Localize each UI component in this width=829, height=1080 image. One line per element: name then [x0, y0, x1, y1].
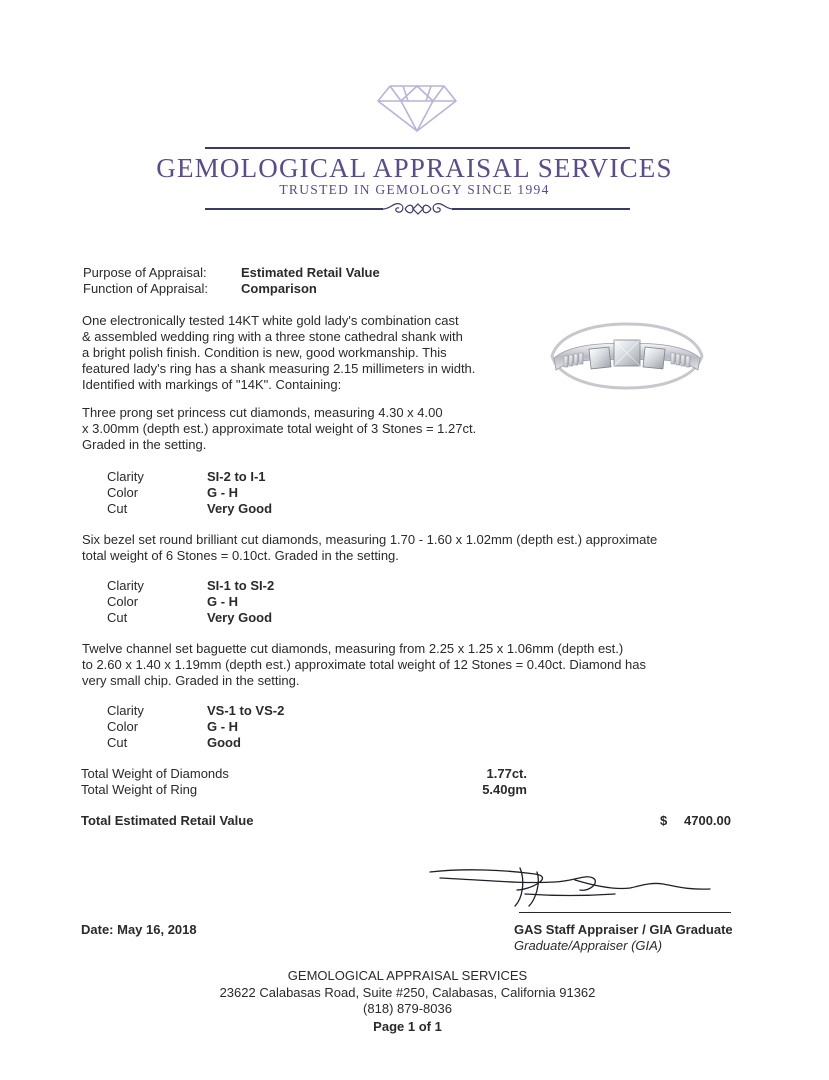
stone-description-line: Three prong set princess cut diamonds, measuring 4.30 x 4.00: [82, 405, 443, 420]
grade-value-clarity: SI-1 to SI-2: [207, 578, 275, 593]
description-line: Identified with markings of "14K". Containing:: [82, 377, 342, 392]
grade-value-clarity: VS-1 to VS-2: [207, 703, 285, 718]
grade-value-clarity: SI-2 to I-1: [207, 469, 266, 484]
total-retail-label: Total Estimated Retail Value: [81, 813, 254, 828]
description-line: & assembled wedding ring with a three stone cathedral shank with: [82, 329, 463, 344]
stone-description-line: Graded in the setting.: [82, 437, 207, 452]
footer-address: 23622 Calabasas Road, Suite #250, Calabasas, California 91362: [219, 985, 596, 1000]
grade-label-cut: Cut: [107, 735, 128, 750]
company-tagline: TRUSTED IN GEMOLOGY SINCE 1994: [279, 182, 550, 197]
total-ring-value: 5.40gm: [482, 782, 527, 797]
total-ring-label: Total Weight of Ring: [81, 782, 198, 797]
signature-line: [519, 912, 731, 913]
grade-label-color: Color: [107, 485, 139, 500]
grade-label-color: Color: [107, 719, 139, 734]
grade-value-cut: Very Good: [207, 610, 273, 625]
function-label: Function of Appraisal:: [83, 281, 209, 296]
description-line: featured lady's ring has a shank measuring 2.15 millimeters in width.: [82, 361, 476, 376]
grade-value-color: G - H: [207, 594, 239, 609]
currency-symbol: $: [660, 813, 668, 828]
stone-description-line: Six bezel set round brilliant cut diamonds, measuring 1.70 - 1.60 x 1.02mm (depth est.) approximate: [82, 532, 658, 547]
company-name: GEMOLOGICAL APPRAISAL SERVICES: [156, 153, 673, 183]
ring-description: [82, 313, 475, 393]
header-rule-left: [205, 208, 383, 210]
grade-label-color: Color: [107, 594, 139, 609]
header-rule-top: [205, 147, 630, 149]
grade-label-clarity: Clarity: [107, 703, 144, 718]
function-value: Comparison: [241, 281, 317, 296]
stone-group-1-description: [82, 405, 476, 453]
page-number: Page 1 of 1: [373, 1019, 442, 1034]
grade-label-cut: Cut: [107, 610, 128, 625]
grade-label-clarity: Clarity: [107, 469, 144, 484]
appraiser-credential: Graduate/Appraiser (GIA): [514, 938, 663, 953]
grade-value-cut: Good: [207, 735, 241, 750]
flourish-ornament-icon: [383, 199, 453, 219]
grade-label-clarity: Clarity: [107, 578, 144, 593]
total-diamonds-label: Total Weight of Diamonds: [81, 766, 229, 781]
stone-description-line: total weight of 6 Stones = 0.10ct. Graded in the setting.: [82, 548, 399, 563]
grade-value-color: G - H: [207, 485, 239, 500]
footer-company: GEMOLOGICAL APPRAISAL SERVICES: [287, 968, 528, 983]
stone-description-line: x 3.00mm (depth est.) approximate total weight of 3 Stones = 1.27ct.: [82, 421, 477, 436]
description-line: a bright polish finish. Condition is new, good workmanship. This: [82, 345, 447, 360]
ring-photo: [548, 316, 706, 398]
total-retail-value: 4700.00: [684, 813, 731, 828]
stone-description-line: very small chip. Graded in the setting.: [82, 673, 300, 688]
appraisal-date: Date: May 16, 2018: [81, 922, 197, 937]
appraiser-title: GAS Staff Appraiser / GIA Graduate: [514, 922, 733, 937]
grade-value-color: G - H: [207, 719, 239, 734]
grade-label-cut: Cut: [107, 501, 128, 516]
footer-phone: (818) 879-8036: [363, 1001, 452, 1016]
description-line: One electronically tested 14KT white gold lady's combination cast: [82, 313, 459, 328]
purpose-value: Estimated Retail Value: [241, 265, 380, 280]
grade-value-cut: Very Good: [207, 501, 273, 516]
stone-description-line: to 2.60 x 1.40 x 1.19mm (depth est.) approximate total weight of 12 Stones = 0.40ct. Diamond has: [82, 657, 647, 672]
appraiser-signature: [425, 860, 735, 914]
header-rule-right: [452, 208, 630, 210]
stone-group-2-description: [82, 532, 657, 564]
stone-description-line: Twelve channel set baguette cut diamonds, measuring from 2.25 x 1.25 x 1.06mm (depth est.): [82, 641, 624, 656]
total-diamonds-value: 1.77ct.: [486, 766, 527, 781]
diamond-logo-icon: [376, 83, 458, 133]
stone-group-3-description: [82, 641, 646, 689]
purpose-label: Purpose of Appraisal:: [83, 265, 207, 280]
